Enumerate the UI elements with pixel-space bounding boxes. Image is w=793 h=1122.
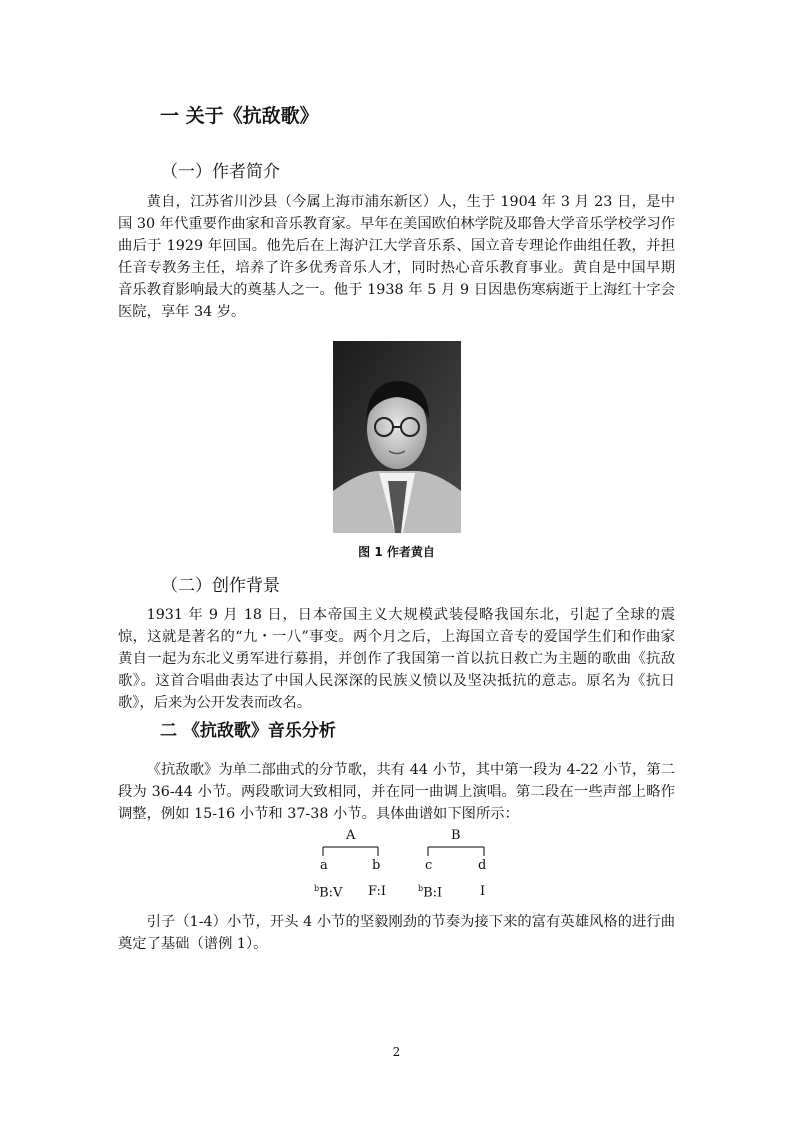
- figure-caption: 图 1 作者黄自: [358, 545, 435, 559]
- flat-sign-1: b: [314, 884, 320, 893]
- section-label-B: B: [451, 828, 461, 843]
- section-2-heading: 二 《抗敌歌》音乐分析: [160, 721, 336, 741]
- phrase-label-c: c: [425, 858, 433, 873]
- analysis-text: 《抗敌歌》为单二部曲式的分节歌，共有 44 小节，其中第一段为 4-22 小节，第二段为 36-44 小节。两段歌词大致相同，并在同一曲调上演唱。第二段在一些声部上略作调整，例如 15-16 小节和 37-38 小节。具体曲谱如下图所示：: [118, 762, 675, 822]
- phrase-label-a: a: [320, 858, 328, 873]
- key-1-text: B:V: [319, 885, 343, 901]
- intro-text: 引子（1-4）小节，开头 4 小节的坚毅刚劲的节奏为接下来的富有英雄风格的进行曲奠定了基础（谱例 1）。: [118, 914, 675, 952]
- section-label-A: A: [346, 828, 356, 843]
- portrait-icon: [333, 341, 461, 533]
- key-3-text: B:I: [423, 885, 443, 901]
- author-bio-text: 黄自，江苏省川沙县（今属上海市浦东新区）人，生于 1904 年 3 月 23 日，是中国 30 年代重要作曲家和音乐教育家。早年在美国欧伯林学院及耶鲁大学音乐学校学习作曲后于 1929 年回国。他先后在上海沪江大学音乐系、国立音专理论作曲组任教，并担任音专教务主任，培养了许多优秀音乐人才，同时热心音乐教育事业。黄自是中国早期音乐教育影响最大的奠基人之一。他于 1938 年 5 月 9 日因患伤寒病逝于上海红十字会医院，享年 34 岁。: [118, 194, 675, 320]
- background-text: 1931 年 9 月 18 日，日本帝国主义大规模武装侵略我国东北，引起了全球的震惊，这就是著名的“九・一八”事变。两个月之后，上海国立音专的爱国学生们和作曲家黄自一起为东北义勇军进行募捐，并创作了我国第一首以抗日救亡为主题的歌曲《抗敌歌》。这首合唱曲表达了中国人民深深的民族义愤以及坚决抵抗的意志。原名为《抗日歌》，后来为公开发表而改名。: [118, 607, 675, 711]
- phrase-label-b: b: [372, 858, 381, 873]
- subsection-background-heading: （二）创作背景: [161, 576, 280, 596]
- portrait-photo: [333, 341, 461, 533]
- intro-paragraph: [118, 911, 675, 955]
- phrase-label-d: d: [478, 858, 487, 873]
- key-label-3: [418, 884, 442, 900]
- key-label-2: F:I: [368, 884, 387, 899]
- key-label-4: I: [480, 884, 486, 899]
- key-label-1: [314, 884, 342, 900]
- analysis-paragraph: [118, 759, 675, 825]
- author-bio-paragraph: [118, 191, 675, 323]
- flat-sign-3: b: [418, 884, 424, 893]
- section-1-heading: 一 关于《抗敌歌》: [160, 105, 319, 127]
- page-number: 2: [392, 1045, 401, 1059]
- subsection-author-heading: （一）作者简介: [161, 162, 280, 182]
- form-structure-diagram: [310, 826, 500, 906]
- background-paragraph: [118, 604, 675, 714]
